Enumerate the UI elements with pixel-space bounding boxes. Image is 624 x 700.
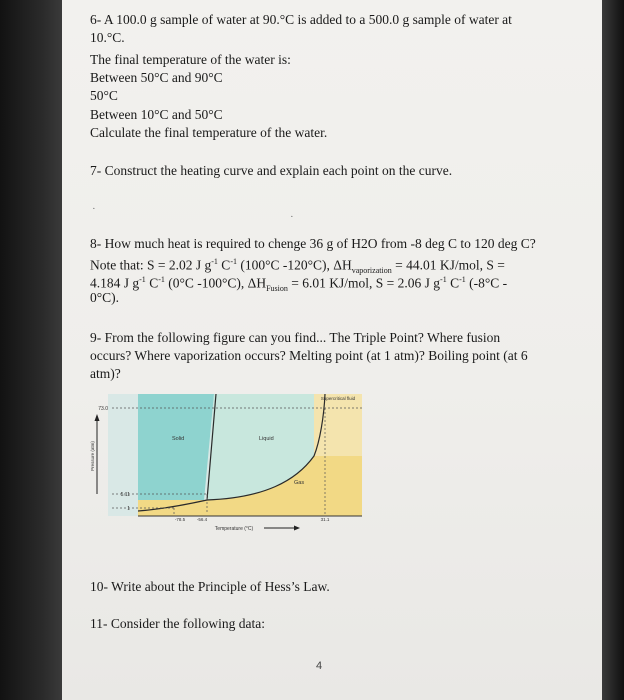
q6-line-1: 6- A 100.0 g sample of water at 90.°C is added to a 500.0 g sample of water at <box>90 12 512 27</box>
x-tick-label: 31.1 <box>320 517 330 522</box>
y-tick-label: 1 <box>127 506 130 512</box>
q8-line-3-part: C <box>145 275 159 291</box>
superscript: -1 <box>158 275 165 284</box>
stray-mark: · <box>290 211 294 223</box>
q6-option-1: Between 50°C and 90°C <box>90 70 223 85</box>
supercritical-region <box>314 394 362 456</box>
stray-mark: · <box>92 203 96 215</box>
q9-line-2: occurs? Where vaporization occurs? Melting point (at 1 atm)? Boiling point (at 6 <box>90 348 528 363</box>
subscript: vaporization <box>351 266 392 276</box>
q6-option-2: 50°C <box>90 88 118 103</box>
q8-line-2-part: Note that: S = 2.02 J g <box>90 257 212 273</box>
q10-text: 10- Write about the Principle of Hess’s Law. <box>90 579 330 594</box>
background-left-edge <box>0 0 62 700</box>
y-axis-arrowhead <box>95 414 100 421</box>
q9-line-1: 9- From the following figure can you find... The Triple Point? Where fusion <box>90 330 501 345</box>
q8-line-3 <box>90 271 507 297</box>
solid-label: Solid <box>172 436 185 442</box>
supercritical-label: Supercritical fluid <box>320 396 356 401</box>
y-axis-label: Pressure (atm) <box>90 441 95 471</box>
q8-line-3-part: (-8°C - <box>465 275 508 291</box>
q8-line-3-part: 4.184 J g <box>90 275 140 291</box>
y-tick-label: 5.11 <box>120 492 130 498</box>
subscript: Fusion <box>266 284 288 294</box>
q8-line-4: 0°C). <box>90 290 120 305</box>
superscript: -1 <box>440 275 447 284</box>
q8-line-3-part: = 6.01 KJ/mol, S = 2.06 J g <box>287 275 441 291</box>
solid-region <box>138 394 214 500</box>
q8-line-2-part: (100°C -120°C), ΔH <box>236 257 352 273</box>
page-number: 4 <box>316 660 323 672</box>
q6-line-2: 10.°C. <box>90 30 125 45</box>
q6-option-3: Between 10°C and 50°C <box>90 107 223 122</box>
superscript: -1 <box>459 275 466 284</box>
q8-line-1: 8- How much heat is required to chenge 36 g of H2O from -8 deg C to 120 deg C? <box>90 236 536 251</box>
q8-line-3-part: C <box>446 275 460 291</box>
q11-text: 11- Consider the following data: <box>90 616 265 631</box>
q9-line-3: atm)? <box>90 366 121 381</box>
q8-line-3-part: (0°C -100°C), ΔH <box>164 275 267 291</box>
q6-line-3: The final temperature of the water is: <box>90 52 291 67</box>
liquid-label: Liquid <box>259 436 274 442</box>
phase-diagram <box>84 386 384 534</box>
superscript: -1 <box>230 257 237 266</box>
x-tick-label: -78.5 <box>174 517 186 522</box>
y-tick-label: 73.0 <box>98 406 108 412</box>
q6-line-4: Calculate the final temperature of the water. <box>90 125 328 140</box>
q7-text: 7- Construct the heating curve and explain each point on the curve. <box>90 163 453 178</box>
q8-line-2-part: = 44.01 KJ/mol, S = <box>391 257 505 273</box>
superscript: -1 <box>211 257 218 266</box>
q8-line-2-part: C <box>217 257 231 273</box>
gas-label: Gas <box>294 480 305 486</box>
x-axis-arrowhead <box>294 526 300 531</box>
background-right-edge <box>602 0 624 700</box>
x-axis-label: Temperature (°C) <box>214 526 254 532</box>
superscript: -1 <box>139 275 146 284</box>
x-tick-label: -56.4 <box>196 517 208 522</box>
